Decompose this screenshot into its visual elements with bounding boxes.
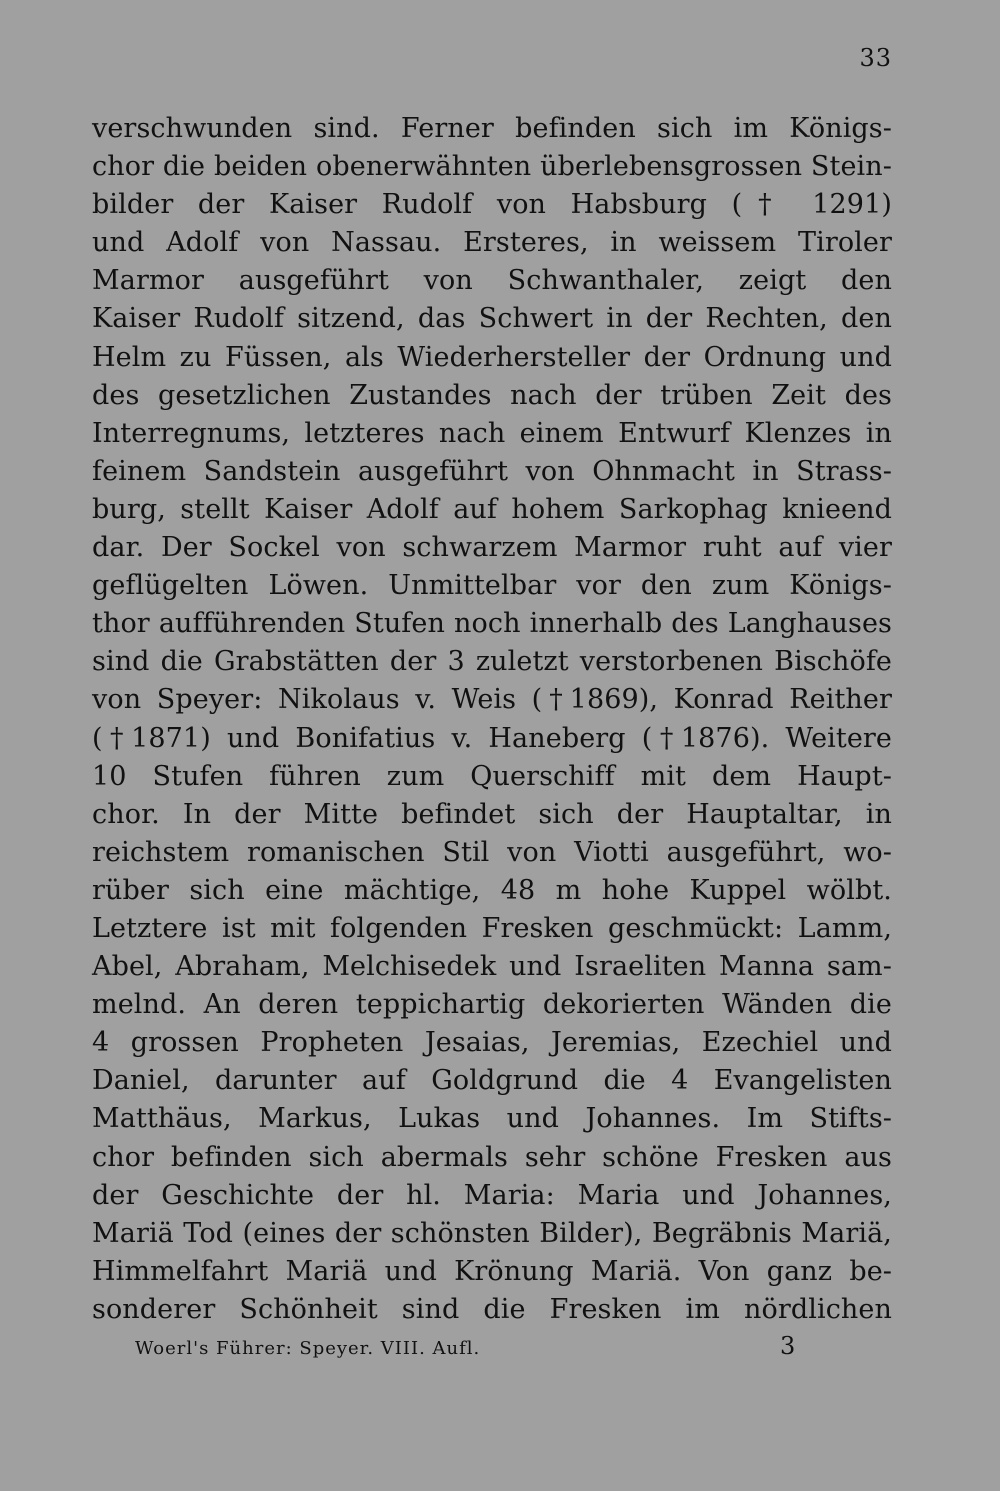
text-line: sonderer Schönheit sind die Fresken im nördlichen	[92, 1293, 892, 1325]
text-line: (†1871) und Bonifatius v. Haneberg (†1876). Weitere	[92, 722, 892, 754]
text-line: Letztere ist mit folgenden Fresken geschmückt: Lamm,	[92, 912, 892, 944]
text-line: der Geschichte der hl. Maria: Maria und Johannes,	[92, 1179, 892, 1211]
text-line: Helm zu Füssen, als Wiederhersteller der Ordnung und	[92, 341, 892, 373]
text-line: Abel, Abraham, Melchisedek und Israeliten Manna sam-	[92, 951, 892, 983]
text-line: Marmor ausgeführt von Schwanthaler, zeigt den	[92, 265, 892, 297]
text-line: bilder der Kaiser Rudolf von Habsburg († 1291)	[92, 189, 892, 221]
text-line: Himmelfahrt Mariä und Krönung Mariä. Von ganz be-	[92, 1255, 892, 1287]
text-line: chor die beiden obenerwähnten überlebensgrossen Stein-	[92, 151, 892, 183]
text-line: des gesetzlichen Zustandes nach der trüben Zeit des	[92, 379, 892, 411]
text-line: reichstem romanischen Stil von Viotti ausgeführt, wo-	[92, 836, 892, 868]
text-line: Matthäus, Markus, Lukas und Johannes. Im Stifts-	[92, 1103, 892, 1135]
signature-mark: 3	[780, 1332, 797, 1360]
text-line: rüber sich eine mächtige, 48 m hohe Kuppel wölbt.	[92, 874, 892, 906]
text-line: sind die Grabstätten der 3 zuletzt verstorbenen Bischöfe	[92, 646, 892, 678]
text-line: und Adolf von Nassau. Ersteres, in weissem Tiroler	[92, 227, 892, 259]
text-line: thor aufführenden Stufen noch innerhalb des Langhauses	[92, 608, 892, 640]
text-line: feinem Sandstein ausgeführt von Ohnmacht in Strass-	[92, 455, 892, 487]
text-line: 10 Stufen führen zum Querschiff mit dem Haupt-	[92, 760, 892, 792]
text-line: Mariä Tod (eines der schönsten Bilder), Begräbnis Mariä,	[92, 1217, 892, 1249]
text-line: geflügelten Löwen. Unmittelbar vor den zum Königs-	[92, 570, 892, 602]
text-line: chor befinden sich abermals sehr schöne Fresken aus	[92, 1141, 892, 1173]
text-line: dar. Der Sockel von schwarzem Marmor ruht auf vier	[92, 532, 892, 564]
text-line: Interregnums, letzteres nach einem Entwurf Klenzes in	[92, 417, 892, 449]
text-line: melnd. An deren teppichartig dekorierten Wänden die	[92, 989, 892, 1021]
text-line: chor. In der Mitte befindet sich der Hauptaltar, in	[92, 798, 892, 830]
footer-imprint: Woerl's Führer: Speyer. VIII. Aufl.	[135, 1338, 481, 1359]
text-line: von Speyer: Nikolaus v. Weis (†1869), Konrad Reither	[92, 684, 892, 716]
text-line: Kaiser Rudolf sitzend, das Schwert in der Rechten, den	[92, 303, 892, 335]
page-footer	[135, 1332, 797, 1360]
text-line: Daniel, darunter auf Goldgrund die 4 Evangelisten	[92, 1065, 892, 1097]
page-number: 33	[859, 44, 892, 72]
body-text	[92, 110, 892, 1329]
text-line: burg, stellt Kaiser Adolf auf hohem Sarkophag knieend	[92, 493, 892, 525]
text-line: 4 grossen Propheten Jesaias, Jeremias, Ezechiel und	[92, 1027, 892, 1059]
text-line: verschwunden sind. Ferner befinden sich im Königs-	[92, 113, 892, 144]
